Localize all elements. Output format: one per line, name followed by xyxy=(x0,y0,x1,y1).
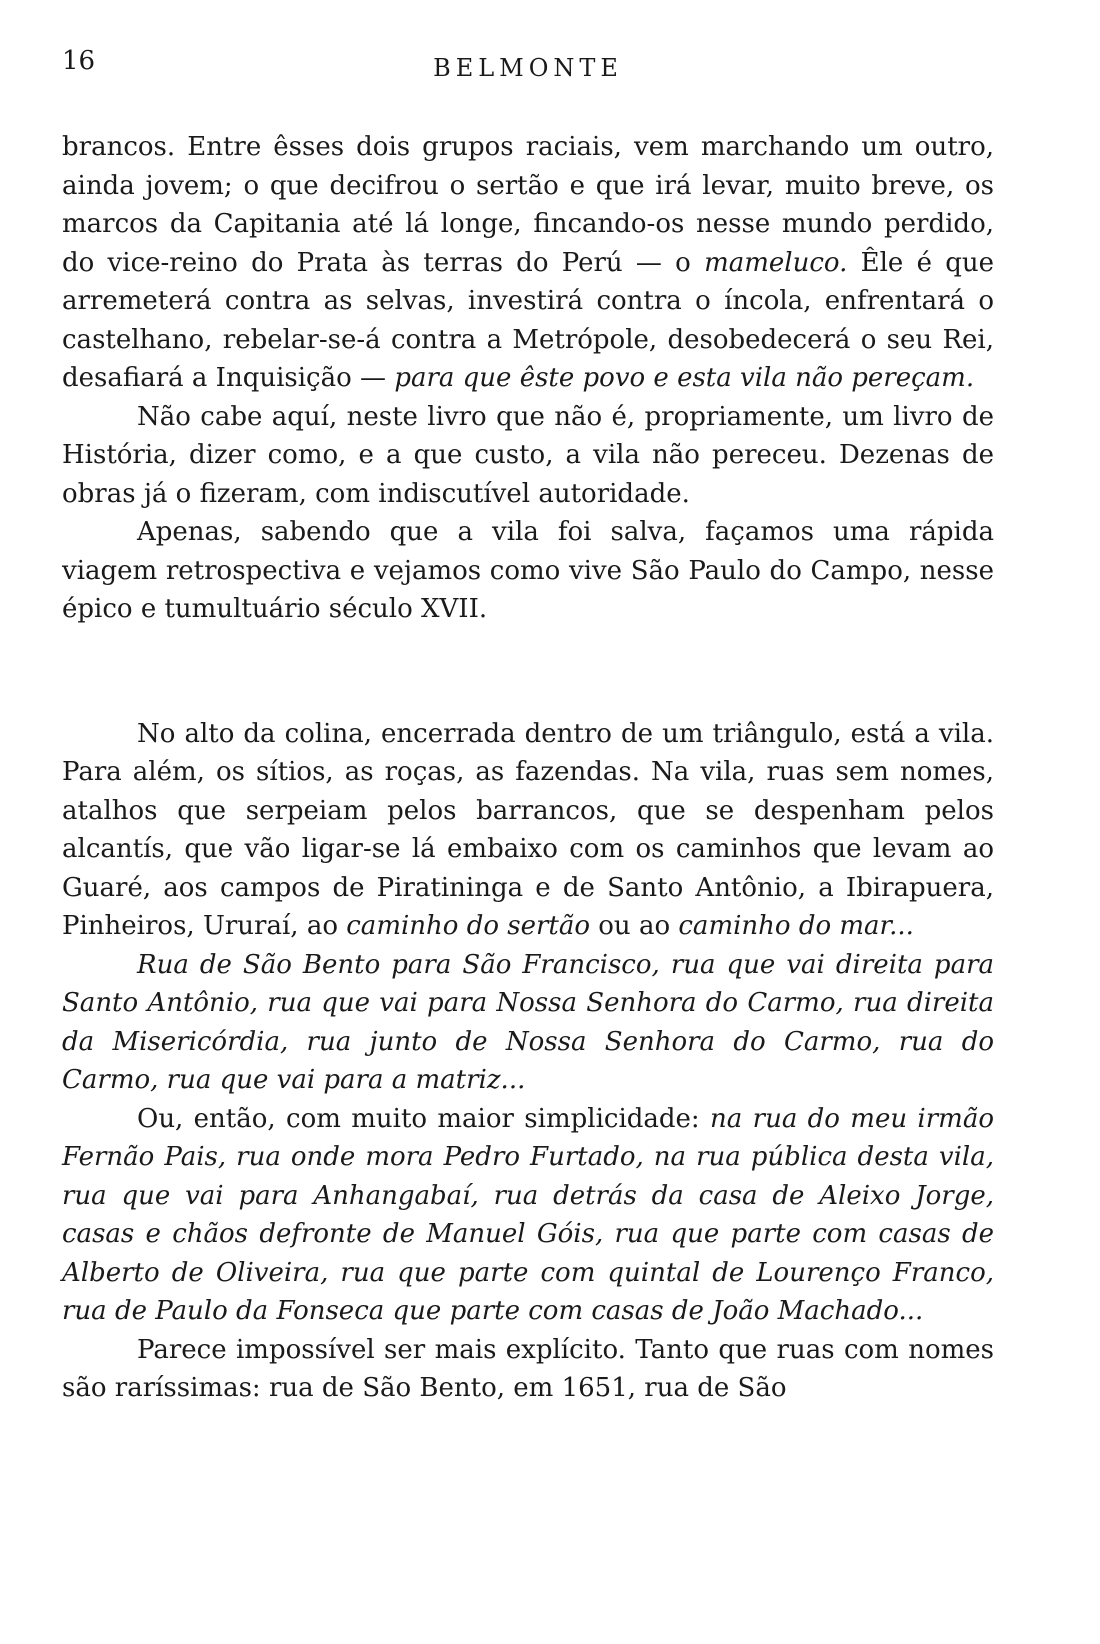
page-header xyxy=(62,40,994,88)
running-title: BELMONTE xyxy=(433,54,623,82)
paragraph xyxy=(62,398,994,514)
section-break xyxy=(62,629,994,715)
italic-run: para que êste povo e esta vila não pereçam. xyxy=(394,363,975,393)
text-run: Não cabe aquí, neste livro que não é, propriamente, um livro de História, dizer como, e a que custo, a vila não pereceu. Dezenas de obras já o fizeram, com indiscutível autoridade. xyxy=(62,401,994,509)
paragraph xyxy=(62,1100,994,1331)
body-text xyxy=(62,128,994,1408)
text-run: ou ao xyxy=(590,911,679,941)
italic-run: mameluco. xyxy=(704,247,848,278)
text-run: Apenas, sabendo que a vila foi salva, façamos uma rápida viagem retrospectiva e vejamos como vive São Paulo do Campo, nesse épico e tumultuário século XVII. xyxy=(62,517,994,624)
italic-run: Rua de São Bento para São Francisco, rua que vai direita para Santo Antônio, rua que vai para Nossa Senhora do Carmo, rua direita da Misericórdia, rua junto de Nossa Senhora do Carmo, rua do Carmo, rua que vai para a matriz... xyxy=(62,949,994,1095)
book-page xyxy=(62,40,994,1408)
text-run: No alto da colina, encerrada dentro de um triângulo, está a vila. Para além, os sítios, as roças, as fazendas. Na vila, ruas sem nomes, atalhos que serpeiam pelos barrancos, que se despenham pelos alcantís, que vão ligar-se lá embaixo com os caminhos que levam ao Guaré, aos campos de Piratininga e de Santo Antônio, a Ibirapuera, Pinheiros, Ururaí, ao xyxy=(62,718,994,941)
paragraph xyxy=(62,128,994,398)
text-run: Ou, então, com muito maior simplicidade: xyxy=(137,1103,711,1134)
paragraph xyxy=(62,513,994,629)
page-number: 16 xyxy=(62,46,96,76)
italic-run: caminho do sertão xyxy=(346,911,591,941)
italic-run: caminho do mar... xyxy=(678,911,914,941)
text-run: brancos. Entre êsses dois grupos raciais, vem marchando um outro, ainda jovem; o que decifrou o sertão e que irá levar, muito breve, os marcos da Capitania até lá longe, fincando-os nesse mundo perdido, do vice-reino do Prata às terras do Perú — o xyxy=(62,132,994,278)
text-run: Parece impossível ser mais explícito. Tanto que ruas com nomes são raríssimas: rua de São Bento, em 1651, rua de São xyxy=(62,1334,994,1403)
paragraph xyxy=(62,946,994,1100)
paragraph xyxy=(62,1331,994,1408)
italic-run: na rua do meu irmão Fernão Pais, rua onde mora Pedro Furtado, na rua pública desta vila, rua que vai para Anhangabaí, rua detrás da casa de Aleixo Jorge, casas e chãos defronte de Manuel Góis, rua que parte com casas de Alberto de Oliveira, rua que parte com quintal de Lourenço Franco, rua de Paulo da Fonseca que parte com casas de João Machado... xyxy=(62,1103,994,1326)
text-run: Êle é que arremeterá contra as selvas, investirá contra o íncola, enfrentará o castelhano, rebelar-se-á contra a Metrópole, desobedecerá o seu Rei, desafiará a Inquisição — xyxy=(62,247,994,393)
paragraph xyxy=(62,715,994,946)
